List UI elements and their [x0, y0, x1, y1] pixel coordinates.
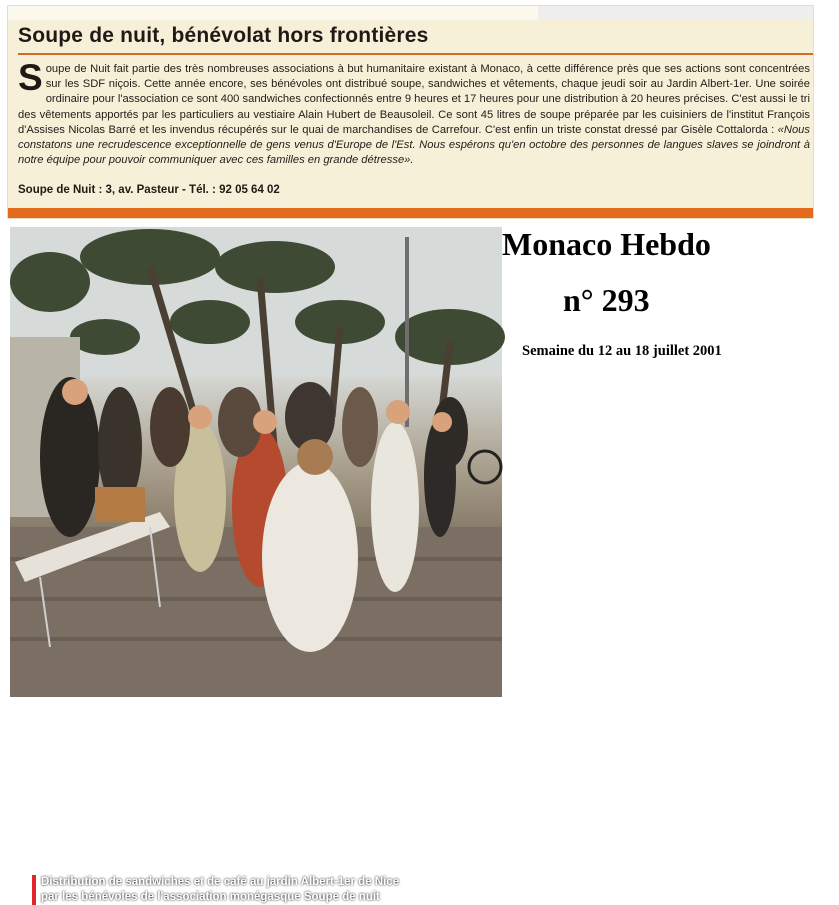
title-rule	[18, 53, 813, 55]
article-quote: «Nous constatons une recrudescence exceptionnelle de gens venus d'Europe de l'Est. Nous espérons qu'en octobre des personnes de langues slaves se joindront à notre équipe pour pouvoir communiquer avec ces familles en grande détresse».	[18, 123, 810, 167]
publication-name: Monaco Hebdo	[502, 226, 711, 262]
clipping-bottom-bar	[8, 208, 813, 218]
article-footer: Soupe de Nuit : 3, av. Pasteur - Tél. : 92 05 64 02	[18, 184, 280, 196]
publication-issue: n° 293	[563, 282, 650, 318]
event-photo	[10, 227, 502, 903]
article-clipping	[8, 6, 813, 218]
clipping-top-edge	[8, 6, 813, 20]
article-body	[18, 57, 810, 168]
article-body-text: oupe de Nuit fait partie des très nombreuses associations à but humanitaire existant à Monaco, à cette différence près que ses actions sont concentrées sur les SDF niçois. Cette année encore, ses bénévoles ont distribué soupe, sandwiches et vêtements, chaque jeudi soir au Jardin Albert-1er. Une soirée ordinaire pour l'association ce sont 400 sandwiches confectionnés entre 9 heures et 17 heures pour une distribution à 20 heures précises. C'est aussi le tri des vêtements apportés par les particuliers au vestiaire Alain Hubert de Beausoleil. Ce sont 45 litres de soupe préparée par les cuisiniers de l'institut François d'Assises Nicolas Barré et les invendus récupérés sur le quai de marchandises de Carrefour. C'est enfin un triste constat dressé par Gisèle Cottalorda :	[18, 63, 810, 136]
publication-week: Semaine du 12 au 18 juillet 2001	[522, 343, 722, 359]
article-dropcap: S	[18, 57, 43, 98]
article-title: Soupe de nuit, bénévolat hors frontières	[18, 24, 429, 47]
photo-scene	[10, 227, 502, 697]
photo-caption: Distribution de sandwiches et de café au jardin Albert-1er de Nice par les bénévoles de l'association monégasque Soupe de nuit	[32, 875, 401, 905]
